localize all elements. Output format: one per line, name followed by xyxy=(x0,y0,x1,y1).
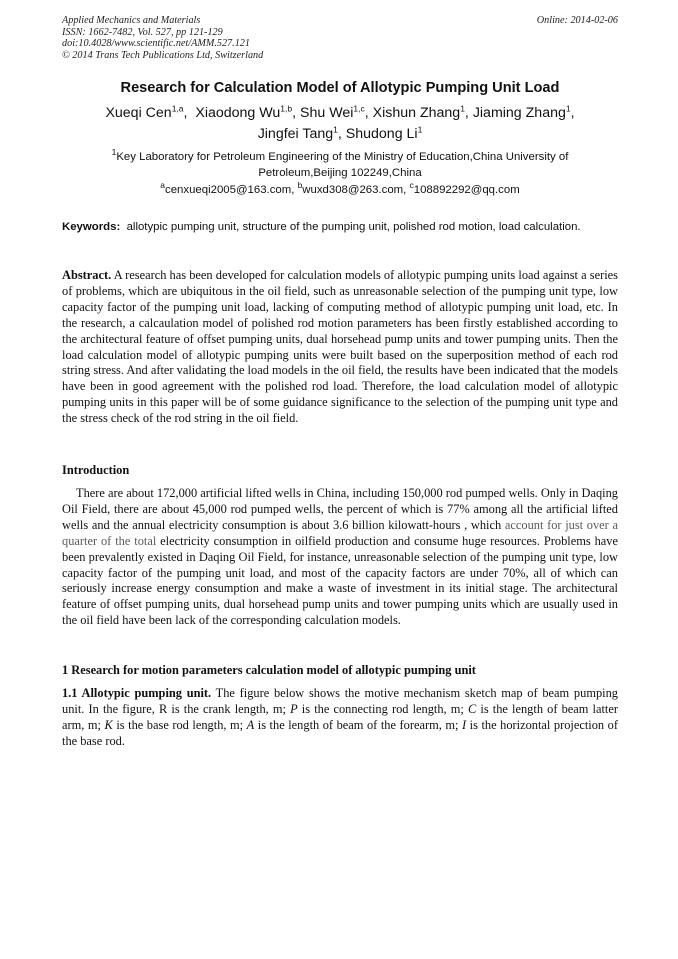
keywords-label: Keywords: xyxy=(62,221,121,233)
journal-name: Applied Mechanics and Materials xyxy=(62,15,201,26)
author-list: Xueqi Cen$^{1,a}$, Xiaodong Wu$^{1,b}$, Shu Wei$^{1,c}$, Xishun Zhang$^1$, Jiaming Zhang$^1$, Jingfei Tang$^1$, Shudong Li$^1$ xyxy=(105,103,575,142)
author-sup: 1 xyxy=(460,103,465,114)
var-p: P xyxy=(290,701,298,716)
keywords xyxy=(62,220,618,235)
para-text: The figure below shows the motive mechanism sketch map of beam pumping unit. In the figure, R is the crank length, m; xyxy=(62,686,618,716)
author-sup: 1,a xyxy=(171,103,184,114)
author-sup: 1,c xyxy=(353,103,365,114)
issn-line: ISSN: 1662-7482, Vol. 527, pp 121-129 xyxy=(62,26,223,38)
email-sup: c xyxy=(409,180,414,191)
email-sup: a xyxy=(160,180,166,191)
author: Xishun Zhang xyxy=(372,105,461,121)
keywords-text: allotypic pumping unit, structure of the pumping unit, polished rod motion, load calculation. xyxy=(126,221,581,233)
affiliation xyxy=(80,147,600,181)
var-k: K xyxy=(104,717,113,732)
paper-title: Research for Calculation Model of Allotypic Pumping Unit Load xyxy=(120,80,560,96)
author-sup: 1,b xyxy=(280,103,293,114)
journal-header xyxy=(62,15,618,61)
para-text: is the horizontal projection of the base rod. xyxy=(62,717,618,748)
email-address[interactable]: cenxueqi2005@163.com xyxy=(165,184,292,196)
abstract-label: Abstract. xyxy=(62,268,112,282)
author-sup: 1 xyxy=(333,124,338,135)
author: Xueqi Cen xyxy=(105,105,172,121)
doi-line: doi:10.4028/www.scientific.net/AMM.527.121 xyxy=(62,38,250,49)
author: Xiaodong Wu xyxy=(195,105,281,121)
copyright-line: © 2014 Trans Tech Publications Ltd, Switzerland xyxy=(62,49,264,61)
para-text: is the connecting rod length, m; xyxy=(297,701,468,716)
author: Shu Wei xyxy=(300,105,354,121)
email-address[interactable]: 108892292@qq.com xyxy=(413,184,520,196)
abstract-text: A research has been developed for calculation models of allotypic pumping units load against a series of problems, which are ubiquitous in the oil field, such as unreasonable selection of the pumping unit type, low capacity factor of the pumping unit load, lacking of computing method of allotypic pumping unit load, etc. In the research, a calcaulation model of polished rod motion parameters has been firstly established according to the architectural feature of offset pumping units, dual horsehead pump units and tower pumping units. Then the load calculation model of allotypic pumping units were built based on the superposition method of each rod string stress. And after validating the load models in the oil field, the results have been indicated that the models have been in good agreement with the polished rod load. Therefore, the load calculation model of allotypic pumping units in this paper will be of some guidance significance to the selection of the pumping unit type and the stress check of the rod string in the oil field. xyxy=(62,268,618,426)
para-text: is the length of beam latter arm, m; xyxy=(62,701,618,732)
author-sup: 1 xyxy=(417,124,423,135)
intro-highlight-text: account for just over a quarter of the total xyxy=(62,517,618,548)
var-i: I xyxy=(461,717,467,732)
affiliation-sup: 1 xyxy=(111,147,117,158)
email-address[interactable]: wuxd308@263.com xyxy=(302,184,404,196)
var-a: A xyxy=(246,717,255,732)
para-text: is the base rod length, m; xyxy=(112,717,247,732)
author: Jiaming Zhang xyxy=(472,105,566,121)
email-sup: b xyxy=(297,180,303,191)
introduction-heading: Introduction xyxy=(62,463,130,477)
abstract xyxy=(62,268,618,427)
author-sup: 1 xyxy=(565,103,571,114)
intro-text-end: electricity consumption in oilfield production and consume huge resources. Problems have been prevalently existed in Daqing Oil Field, for instance, unreasonable selection of the pumping unit type, low capacity factor of the pumping unit load, and most of the capacity factors are under 70%, all of which can seriously increase energy consumption and make a waste of investment in its initial stage. The architectural feature of offset pumping units, dual horsehead pump units and tower pumping units which are usually used in the oil field have been lack of the corresponding calculation models. xyxy=(62,533,618,628)
online-date: Online: 2014-02-06 xyxy=(536,15,618,26)
affiliation-text: Key Laboratory for Petroleum Engineering of the Ministry of Education,China University of Petroleum,Beijing 102249,China xyxy=(116,151,569,179)
para-text: is the length of beam of the forearm, m; xyxy=(254,717,462,732)
section-1-heading: 1 Research for motion parameters calculation model of allotypic pumping unit xyxy=(62,663,476,677)
introduction-paragraph xyxy=(62,486,618,629)
email-list: $^a$cenxueqi2005@163.com, $^b$wuxd308@263.com, $^c$108892292@qq.com xyxy=(160,180,520,196)
author: Jingfei Tang xyxy=(257,126,334,142)
intro-text: There are about 172,000 artificial lifted wells in China, including 150,000 rod pumped wells. Only in Daqing Oil Field, there are about 45,000 rod pumped wells, the percent of which is 77% among all the artificial lifted wells and the annual electricity consumption is about 3.6 billion kilowatt-hours , which xyxy=(62,486,618,532)
section-1-1-paragraph xyxy=(62,686,618,750)
var-c: C xyxy=(468,701,477,716)
author: Shudong Li xyxy=(345,126,418,142)
section-1-1-heading: 1.1 Allotypic pumping unit. xyxy=(62,686,212,700)
